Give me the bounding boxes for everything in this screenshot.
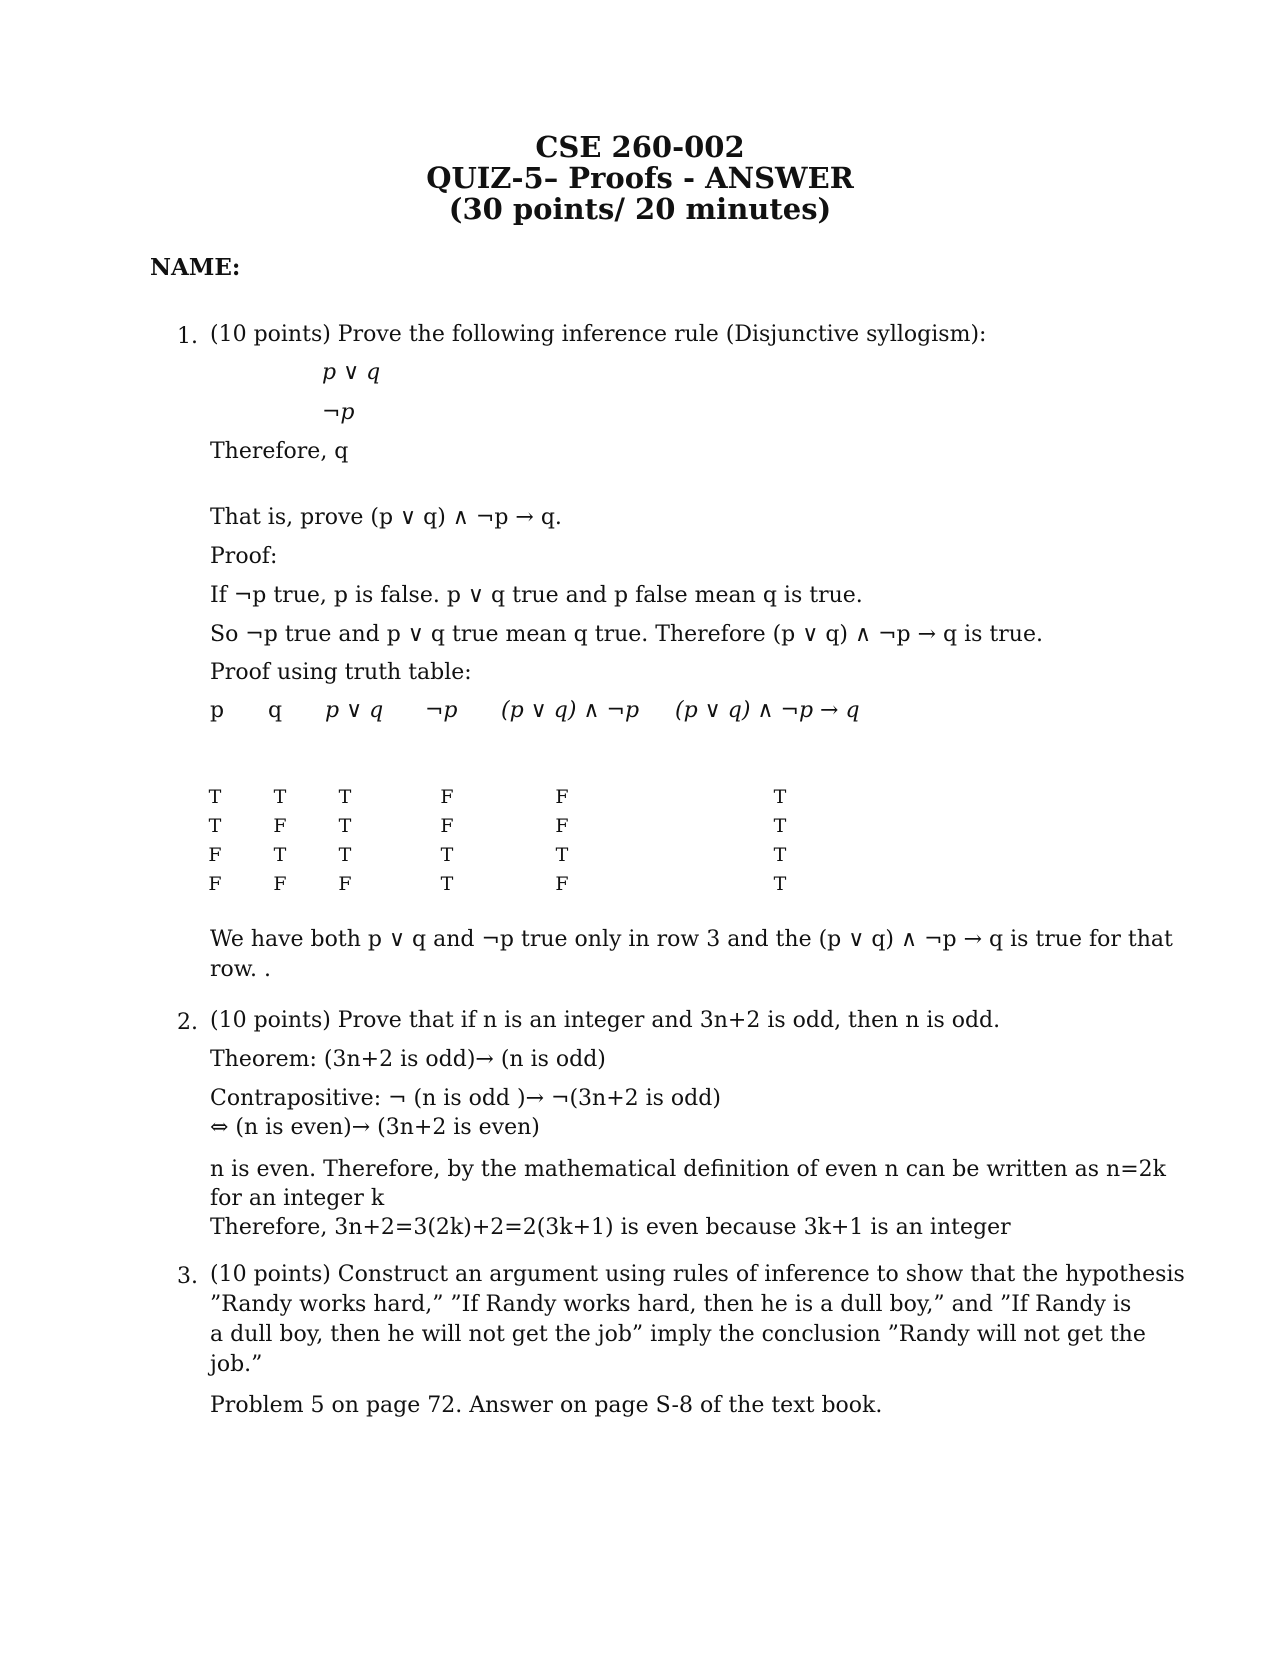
- table-cell: T: [208, 786, 222, 808]
- table-header-p: p: [210, 698, 225, 723]
- table-cell: F: [555, 786, 569, 808]
- table-header-p-or-q: p ∨ q: [325, 698, 384, 723]
- q2-prompt: (10 points) Prove that if n is an integer and 3n+2 is odd, then n is odd.: [210, 1008, 1001, 1033]
- q1-number: 1.: [177, 324, 198, 349]
- q2-contrapositive: Contrapositive: ¬ (n is odd )→ ¬(3n+2 is odd): [210, 1086, 721, 1111]
- table-cell: T: [773, 786, 787, 808]
- table-header-not-p: ¬p: [425, 698, 458, 723]
- q2-theorem: Theorem: (3n+2 is odd)→ (n is odd): [210, 1047, 606, 1072]
- q1-conclusion: Therefore, q: [210, 439, 349, 464]
- q1-truth-table-label: Proof using truth table:: [210, 660, 472, 685]
- q1-premise-2: ¬p: [322, 400, 355, 425]
- q3-line-1: (10 points) Construct an argument using rules of inference to show that the hypothesis: [210, 1262, 1185, 1287]
- table-cell: T: [338, 844, 352, 866]
- table-cell: F: [273, 873, 287, 895]
- q2-line-2: for an integer k: [210, 1186, 385, 1211]
- q3-number: 3.: [177, 1264, 198, 1289]
- q3-answer: Problem 5 on page 72. Answer on page S-8 of the text book.: [210, 1393, 883, 1418]
- q1-prompt: (10 points) Prove the following inference rule (Disjunctive syllogism):: [210, 322, 987, 347]
- table-cell: T: [773, 815, 787, 837]
- document-title: [0, 132, 1280, 225]
- table-cell: F: [555, 815, 569, 837]
- table-cell: F: [440, 786, 454, 808]
- q2-number: 2.: [177, 1010, 198, 1035]
- table-cell: T: [773, 873, 787, 895]
- table-cell: T: [273, 844, 287, 866]
- table-cell: T: [440, 873, 454, 895]
- table-cell: T: [273, 786, 287, 808]
- table-header-implication: (p ∨ q) ∧ ¬p → q: [675, 698, 860, 723]
- table-header-conjunction: (p ∨ q) ∧ ¬p: [501, 698, 640, 723]
- q1-proof-line-1: If ¬p true, p is false. p ∨ q true and p false mean q is true.: [210, 583, 863, 608]
- table-cell: T: [440, 844, 454, 866]
- table-cell: F: [208, 844, 222, 866]
- course-title: CSE 260-002: [535, 130, 745, 164]
- table-cell: F: [338, 873, 352, 895]
- quiz-points: (30 points/ 20 minutes): [448, 192, 832, 226]
- q1-proof-label: Proof:: [210, 544, 278, 569]
- table-cell: T: [773, 844, 787, 866]
- table-cell: F: [273, 815, 287, 837]
- q1-conclusion-line-1: We have both p ∨ q and ¬p true only in row 3 and the (p ∨ q) ∧ ¬p → q is true for that: [210, 927, 1173, 952]
- q1-premise-1: p ∨ q: [322, 360, 381, 385]
- table-cell: F: [440, 815, 454, 837]
- quiz-title: QUIZ-5– Proofs - ANSWER: [426, 161, 854, 195]
- q1-conclusion-line-2: row. .: [210, 957, 271, 982]
- name-label: NAME:: [150, 254, 241, 281]
- q3-line-4: job.”: [210, 1352, 263, 1377]
- q2-equivalent: ⇔ (n is even)→ (3n+2 is even): [210, 1115, 540, 1140]
- table-cell: T: [338, 786, 352, 808]
- table-cell: T: [555, 844, 569, 866]
- table-cell: T: [338, 815, 352, 837]
- q3-line-3: a dull boy, then he will not get the job” imply the conclusion ”Randy will not get the: [210, 1322, 1146, 1347]
- q1-proof-line-2: So ¬p true and p ∨ q true mean q true. Therefore (p ∨ q) ∧ ¬p → q is true.: [210, 622, 1043, 647]
- table-cell: F: [208, 873, 222, 895]
- q1-that-is: That is, prove (p ∨ q) ∧ ¬p → q.: [210, 505, 562, 530]
- q2-line-3: Therefore, 3n+2=3(2k)+2=2(3k+1) is even because 3k+1 is an integer: [210, 1215, 1011, 1240]
- q3-line-2: ”Randy works hard,” ”If Randy works hard, then he is a dull boy,” and ”If Randy is: [210, 1292, 1132, 1317]
- table-cell: F: [555, 873, 569, 895]
- q2-line-1: n is even. Therefore, by the mathematical definition of even n can be written as n=2k: [210, 1157, 1166, 1182]
- table-cell: T: [208, 815, 222, 837]
- table-header-q: q: [268, 698, 283, 723]
